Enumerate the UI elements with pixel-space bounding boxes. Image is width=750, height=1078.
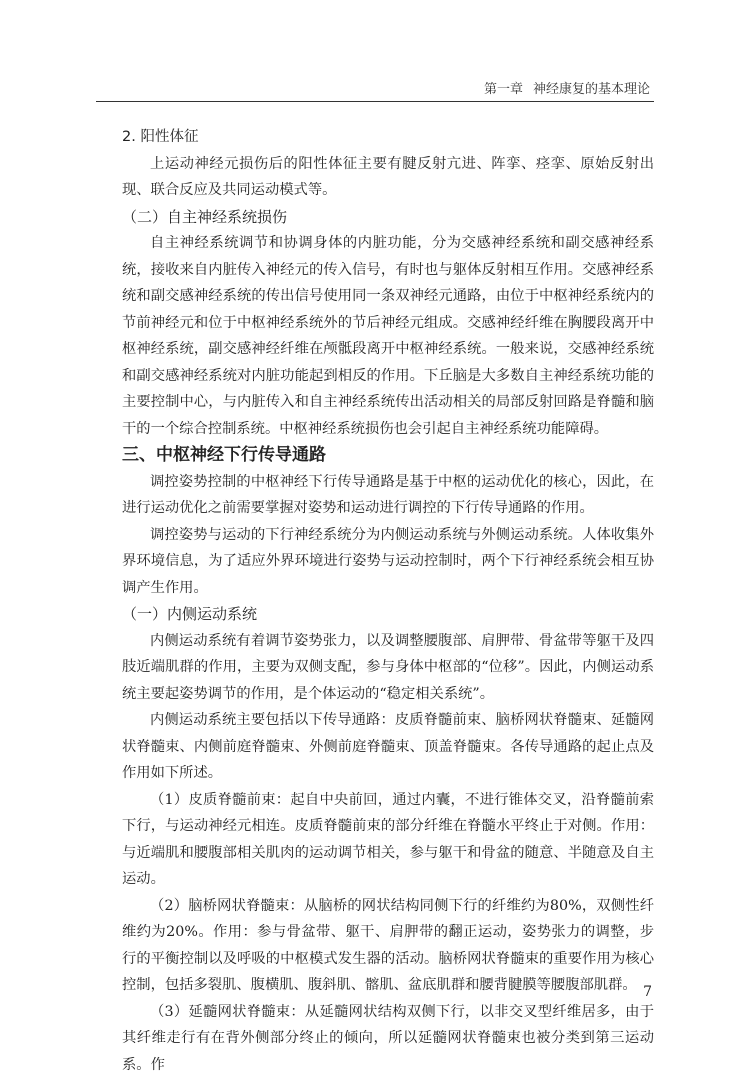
list-item-1: （1）皮质脊髓前束：起自中央前回，通过内囊，不进行锥体交叉，沿脊髓前索下行，与运动神经元相连。皮质脊髓前束的部分纤维在脊髓水平终止于对侧。作用：与近端肌和腰腹部相关肌肉的运动调节相关，参与躯干和骨盆的随意、半随意及自主运动。 xyxy=(122,787,654,893)
paragraph-medial-1: 内侧运动系统有着调节姿势张力，以及调整腰腹部、肩胛带、骨盆带等躯干及四肢近端肌群的作用，主要为双侧支配，参与身体中枢部的“位移”。因此，内侧运动系统主要起姿势调节的作用，是个体运动的“稳定相关系统”。 xyxy=(122,628,654,708)
heading-autonomic: （二）自主神经系统损伤 xyxy=(122,204,654,231)
chapter-label: 第一章 xyxy=(484,82,523,97)
paragraph-descending-2: 调控姿势与运动的下行神经系统分为内侧运动系统与外侧运动系统。人体收集外界环境信息，为了适应外界环境进行姿势与运动控制时，两个下行神经系统会相互协调产生作用。 xyxy=(122,522,654,602)
running-header xyxy=(0,78,750,98)
running-header-text xyxy=(484,78,650,97)
heading-descending-pathways: 三、中枢神经下行传导通路 xyxy=(122,442,654,469)
page-body xyxy=(122,124,654,1078)
page-number: 7 xyxy=(643,984,652,1000)
paragraph-autonomic: 自主神经系统调节和协调身体的内脏功能，分为交感神经系统和副交感神经系统，接收来自内脏传入神经元的传入信号，有时也与躯体反射相互作用。交感神经系统和副交感神经系统的传出信号使用同一条双神经元通路，由位于中枢神经系统内的节前神经元和位于中枢神经系统外的节后神经元组成。交感神经纤维在胸腰段离开中枢神经系统，副交感神经纤维在颅骶段离开中枢神经系统。一般来说，交感神经系统和副交感神经系统对内脏功能起到相反的作用。下丘脑是大多数自主神经系统功能的主要控制中心，与内脏传入和自主神经系统传出活动相关的局部反射回路是脊髓和脑干的一个综合控制系统。中枢神经系统损伤也会引起自主神经系统功能障碍。 xyxy=(122,230,654,442)
chapter-title: 神经康复的基本理论 xyxy=(533,82,650,97)
list-item-3: （3）延髓网状脊髓束：从延髓网状结构双侧下行，以非交叉型纤维居多，由于其纤维走行有在背外侧部分终止的倾向，所以延髓网状脊髓束也被分类到第三运动系。作 xyxy=(122,999,654,1078)
heading-medial-system: （一）内侧运动系统 xyxy=(122,601,654,628)
paragraph-medial-2: 内侧运动系统主要包括以下传导通路：皮质脊髓前束、脑桥网状脊髓束、延髓网状脊髓束、内侧前庭脊髓束、外侧前庭脊髓束、顶盖脊髓束。各传导通路的起止点及作用如下所述。 xyxy=(122,707,654,787)
paragraph-positive-signs: 上运动神经元损伤后的阳性体征主要有腱反射亢进、阵挛、痉挛、原始反射出现、联合反应及共同运动模式等。 xyxy=(122,151,654,204)
list-item-2: （2）脑桥网状脊髓束：从脑桥的网状结构同侧下行的纤维约为80%，双侧性纤维约为20%。作用：参与骨盆带、躯干、肩胛带的翻正运动，姿势张力的调整，步行的平衡控制以及呼吸的中枢模式发生器的活动。脑桥网状脊髓束的重要作用为核心控制，包括多裂肌、腹横肌、腹斜肌、髂肌、盆底肌群和腰背腱膜等腰腹部肌群。 xyxy=(122,893,654,999)
heading-positive-signs: 2. 阳性体征 xyxy=(122,124,654,151)
header-rule xyxy=(96,101,654,102)
paragraph-descending-1: 调控姿势控制的中枢神经下行传导通路是基于中枢的运动优化的核心，因此，在进行运动优化之前需要掌握对姿势和运动进行调控的下行传导通路的作用。 xyxy=(122,469,654,522)
